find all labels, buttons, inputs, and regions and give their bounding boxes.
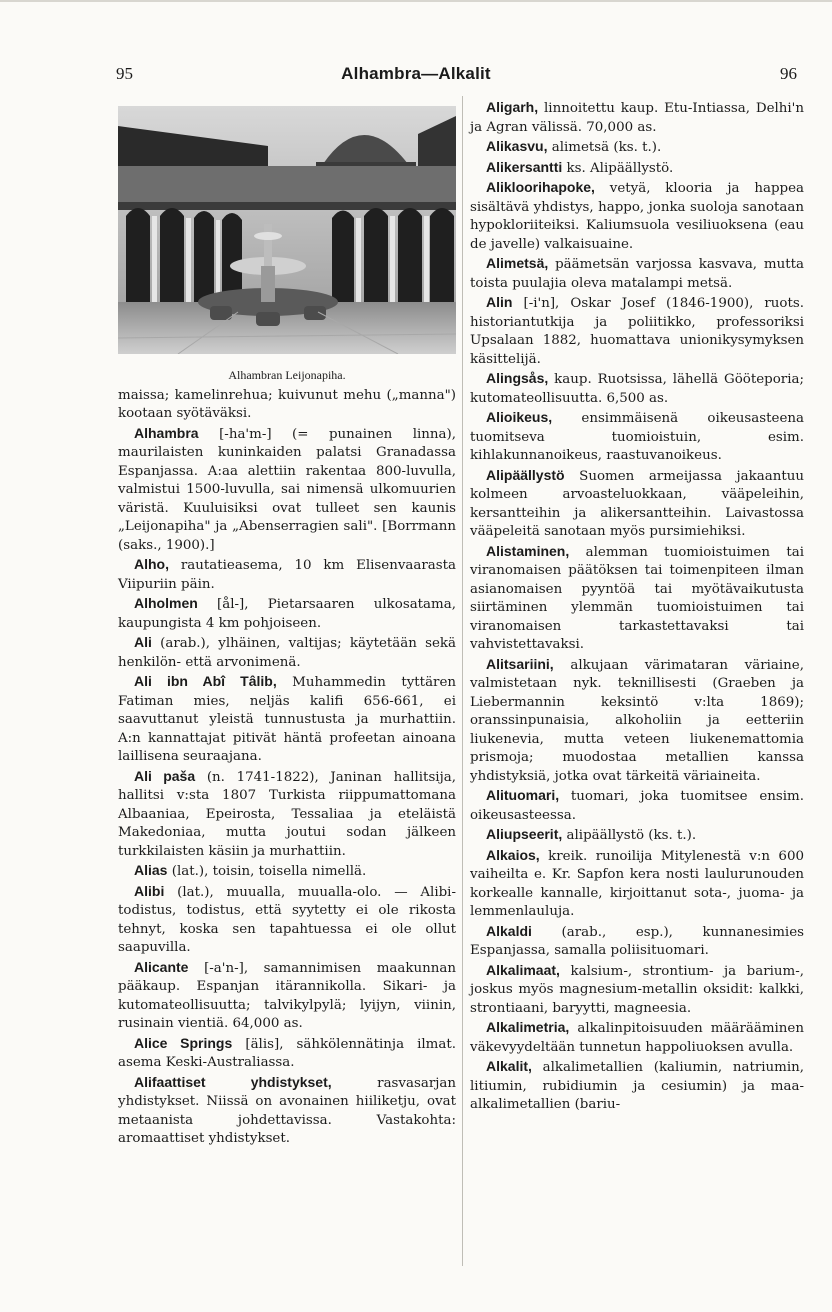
right-column (470, 98, 804, 1115)
entry-alias: Alias (lat.), toisin, toisella nimellä. (134, 862, 367, 879)
entry-alholmen: Alholmen [ål-], Pietarsaaren ulkosatama, kaupungista 4 km pohjoiseen. (118, 595, 456, 631)
alhambra-courtyard-photo (118, 106, 456, 354)
column-divider (462, 96, 463, 1266)
entry-alicante: Alicante [-a'n-], samannimisen maakunnan pääkaup. Espanjan itärannikolla. Sikari- ja kutomateollisuutta; talvikylpylä; lyijyn, viinin, rusinain vientiä. 64,000 as. (118, 958, 456, 1031)
entry-ali: Ali (arab.), ylhäinen, valtijas; käytetään sekä henkilön- että arvonimenä. (118, 634, 456, 670)
entry-alkaios: Alkaios, kreik. runoilija Mitylenestä v:n 600 vaiheilta e. Kr. Sapfon kera nosti laulurunouden korkealle kannalle, kirjoittanut sota-, juoma- ja lemmenlauluja. (470, 846, 804, 919)
entry-alkalit: Alkalit, alkalimetallien (kaliumin, natriumin, litiumin, rubidiumin ja cesiumin) ja maa-alkalimetallien (bariu- (470, 1058, 804, 1112)
entry-aliupseerit: Aliupseerit, alipäällystö (ks. t.). (486, 826, 697, 843)
entry-alitsariini: Alitsariini, alkujaan värimataran väriaine, valmistetaan nyk. teknillisesti (Graeben ja Liebermannin keksintö v:lta 1869); oranssinpunaisia, alkoholiin ja eetteriin liukenevia, mutta veteen liukenemattomia prismoja; muodostaa metallien kanssa yhdistyksiä, jotka ovat tärkeitä väriaineita. (470, 655, 804, 784)
entry-aligarh: Aligarh, linnoitettu kaup. Etu-Intiassa, Delhi'n ja Agran välissä. 70,000 as. (470, 99, 804, 135)
entry-alkalimaat: Alkalimaat, kalsium-, strontium- ja barium-, joskus myös magnesium-metallin oksidit: kalkki, strontiaani, baryytti, magneesia. (470, 961, 804, 1016)
running-title: Alhambra—Alkalit (341, 64, 491, 83)
entry-alikasvu: Alikasvu, alimetsä (ks. t.). (486, 138, 662, 155)
entry-alituomari: Alituomari, tuomari, joka tuomitsee ensim. oikeusasteessa. (470, 787, 804, 823)
entry-alipaallysto: Alipäällystö Suomen armeijassa jakaantuu kolmeen arvoasteluokkaan, vääpeleihin, kersantteihin ja alikersantteihin. Laivastossa vääpeleitä sanotaan myös pursimiehiksi. (470, 466, 804, 539)
entry-alingsas: Alingsås, kaup. Ruotsissa, lähellä Gööteporia; kutomateollisuutta. 6,500 as. (470, 370, 804, 406)
entry-alkaldi: Alkaldi (arab., esp.), kunnanesimies Espanjassa, samalla poliisituomari. (470, 922, 804, 958)
left-column (118, 96, 456, 1149)
right-page-number: 96 (780, 64, 797, 83)
entry-alho: Alho, rautatieasema, 10 km Elisenvaarasta Viipuriin päin. (118, 556, 456, 592)
entry-alhambra: Alhambra [-ha'm-] (= punainen linna), maurilaisten kuninkaiden palatsi Granadassa Espanjassa. A:aa alettiin rakentaa 800-luvulla, valmistui 1500-luvulla, sai nimensä ulkomuurien väristä. Kuuluisiksi ovat tulleet sen kaunis „Leijonapiha" ja „Abenserragien sali". [Borrmann (saks., 1900).] (118, 424, 457, 553)
figure-caption: Alhambran Leijonapiha. (228, 368, 346, 382)
entry-alistaminen: Alistaminen, alemman tuomioistuimen tai viranomaisen päätöksen tai toimenpiteen ilman asianomaisen pyyntöä tai myötävaikutusta siirtäminen ylemmän tuomioistuimen tai viranomaisen tarkastettavaksi tai vahvistettavaksi. (470, 542, 804, 652)
entry-alice-springs: Alice Springs [älis], sähkölennätinja ilmat. asema Keski-Australiassa. (118, 1034, 456, 1070)
entry-alikersantti: Alikersantti ks. Alipäällystö. (486, 158, 674, 176)
entry-alifaattiset-yhdistykset: Alifaattiset yhdistykset, rasvasarjan yhdistykset. Niissä on avonainen hiiliketju, ovat metaanista johdettavissa. Vastakohta: aromaattiset yhdistykset. (118, 1073, 456, 1146)
page-header (0, 64, 832, 88)
entry-ali-pasa: Ali paša (n. 1741-1822), Janinan hallitsija, hallitsi v:sta 1807 Turkista riippumattomana Albaaniaa, Epeirosta, Tessaliaa ja eteläistä Makedoniaa, mutta joutui sodan jälkeen turkkilaisten käsiin ja murhattiin. (118, 767, 456, 859)
entry-alimetsa: Alimetsä, päämetsän varjossa kasvava, mutta toista puulajia oleva matalampi metsä. (470, 255, 804, 291)
entry-alibi: Alibi (lat.), muualla, muualla-olo. — Alibi-todistus, todistus, että syytetty ei ole rikosta tehnyt, koska sen tapahtuessa ei ole ollut saapuvilla. (118, 882, 456, 955)
entry-alikloorihapoke: Alikloorihapoke, vetyä, klooria ja happea sisältävä yhdistys, happo, jonka suoloja sanotaan hypokloriiteiksi. Kaliumsuola vesiliuoksena (eau de javelle) valkaisuaine. (470, 179, 804, 252)
entry-alin: Alin [-i'n], Oskar Josef (1846-1900), ruots. historiantutkija ja poliitikko, professoriksi Upsalaan 1882, huomattava unionikysymyksen käsittelijä. (470, 294, 804, 367)
entry-alioikeus: Alioikeus, ensimmäisenä oikeusasteena tuomitseva tuomioistuin, esim. kihlakunnanoikeus, raastuvanoikeus. (470, 409, 804, 463)
entry-ali-ibn-abi-talib: Ali ibn Abî Tâlib, Muhammedin tyttären Fatiman mies, neljäs kalifi 656-661, ei saavuttanut yleistä tunnustusta ja murhattiin. A:n kannattajat pitivät häntä profeetan ainoana laillisena seuraajana. (118, 673, 456, 764)
entry-continuation: maissa; kamelinrehua; kuivunut mehu („manna") kootaan syötäväksi. (118, 387, 456, 421)
page-top-rule (0, 0, 832, 2)
entry-alkalimetria: Alkalimetria, alkalinpitoisuuden määrääminen väkevyydeltään tunnetun happoliuoksen avulla. (470, 1019, 804, 1055)
left-page-number: 95 (116, 64, 133, 83)
